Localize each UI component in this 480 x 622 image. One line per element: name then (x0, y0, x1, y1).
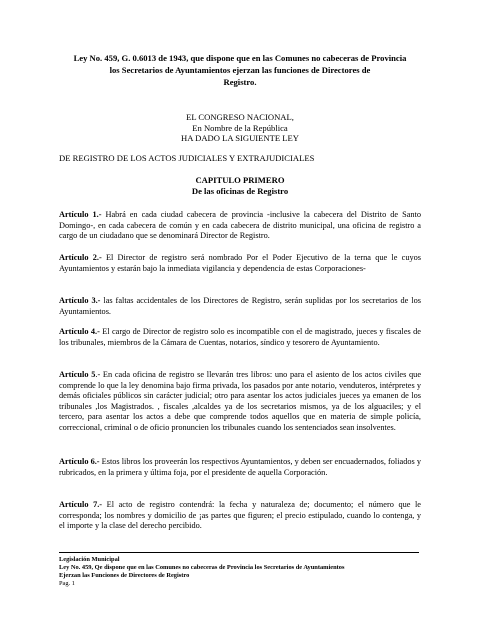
chapter-subtitle: De las oficinas de Registro (191, 186, 289, 196)
article-5 (59, 370, 421, 434)
article-label: Artículo 4.- (59, 327, 100, 336)
article-1 (59, 210, 421, 242)
article-label: Artículo 6.- (59, 457, 100, 466)
chapter-title: CAPITULO PRIMERO (195, 175, 285, 185)
enactment-line-1: EL CONGRESO NACIONAL, (186, 112, 294, 122)
law-title-line-2: los Secretarios de Ayuntamientos ejerzan las funciones de Directores de (109, 65, 371, 75)
footer-law-title-1: Ley No. 459, Qe dispone que en las Comunes no cabeceras de Provincia los Secretarios de Ayuntamientos (59, 564, 345, 571)
article-text: El acto de registro contendrá: la fecha y naturaleza de; documento; el número que le corresponda; los nombres y domicilio de ¡as partes que figuren; el precio estipulado, cuando lo contenga, y el importe y la clase del derecho percibido. (59, 500, 421, 531)
article-label: Artículo 7.- (59, 500, 103, 509)
enactment-line-2: En Nombre de la República (192, 122, 288, 133)
footer-section: Legislación Municipal (59, 556, 120, 563)
page-number: Pag. 1 (59, 580, 75, 587)
article-text: Estos libros los proveerán los respectivos Ayuntamientos, y deben ser encuadernados, foliados y rubricados, en la primera y última foja, por el presidente de aquella Corporación. (59, 457, 421, 477)
law-title-line-3: Registro. (223, 77, 257, 87)
article-4 (59, 327, 421, 348)
law-title-line-1: Ley No. 459, G. 0.6013 de 1943, que dispone que en las Comunes no cabeceras de Provincia (73, 53, 407, 63)
enactment-formula (60, 112, 420, 144)
article-3 (59, 296, 421, 317)
article-label: Artículo 3.- (59, 296, 101, 305)
article-text: .- En cada oficina de registro se llevarán tres libros: uno para el asiento de los actos civiles que comprende lo que la ley denomina bajo firma privada, los pasados por ante notario, venduteros, intérpretes y demás oficiales públicos sin carácter judicial; otro para asentar los actos judiciales jueces ya emanen de los tribunales ,los Magistrados. , fiscales ,alcaldes ya de los secretarios mismos, ya de los alguaciles; y el tercero, para asentar los actos a debe que comprende todos aquellos que en materia de simple policía, correccional, criminal o de oficio pronuncien los tribunales cuando los sentenciados sean insolventes. (59, 370, 421, 432)
article-text: Habrá en cada ciudad cabecera de provincia -inclusive la cabecera del Distrito de Santo Domingo-, en cada cabecera de común y en cada cabecera de distrito municipal, una oficina de registro a cargo de un ciudadano que se denominará Director de Registro. (59, 210, 421, 241)
article-label: Artículo 5 (59, 370, 96, 379)
article-label: Artículo 2.- (59, 253, 102, 262)
footer-divider (59, 552, 419, 553)
chapter-heading (60, 175, 420, 197)
law-subject: DE REGISTRO DE LOS ACTOS JUDICIALES Y EXTRAJUDICIALES (59, 153, 315, 163)
page-footer (59, 556, 429, 588)
enactment-line-3: HA DADO LA SIGUIENTE LEY (181, 133, 299, 143)
law-title (60, 52, 420, 88)
article-text: El Director de registro será nombrado Por el Poder Ejecutivo de la terna que le cuyos Ayuntamientos y estarán bajo la inmediata vigilancia y dependencia de estas Corporaciones- (59, 253, 421, 273)
article-7 (59, 500, 421, 532)
article-text: las faltas accidentales de los Directores de Registro, serán suplidas por los secretarios de los Ayuntamientos. (59, 296, 421, 316)
article-2 (59, 253, 421, 274)
article-text: El cargo de Director de registro solo es incompatible con el de magistrado, jueces y fiscales de los tribunales, miembros de la Cámara de Cuentas, notarios, síndico y tesorero de Ayuntamiento. (59, 327, 421, 347)
footer-law-title-2: Ejerzan las Funciones de Directores de Registro (59, 572, 190, 579)
article-6 (59, 457, 421, 478)
article-label: Artículo 1.- (59, 210, 102, 219)
